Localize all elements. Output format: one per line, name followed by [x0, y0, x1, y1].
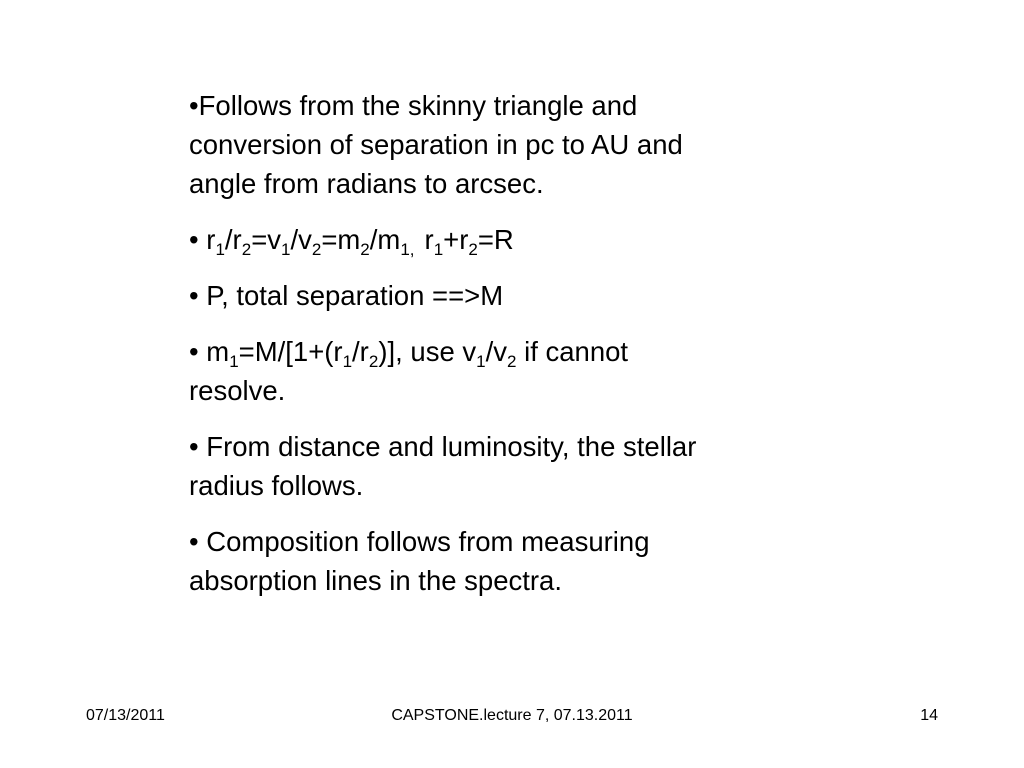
eq-text: =R — [477, 224, 514, 255]
eq-text: • m — [189, 336, 230, 367]
eq-subscript: 1 — [215, 240, 225, 259]
eq-text: )], use v — [378, 336, 477, 367]
eq-subscript: 2 — [368, 352, 379, 371]
eq-text: +r — [443, 224, 469, 255]
eq-text: =v — [251, 224, 281, 255]
footer-date: 07/13/2011 — [86, 707, 165, 724]
bullet-line: • From distance and luminosity, the stellar — [189, 431, 697, 462]
eq-subscript: 1 — [281, 240, 291, 259]
eq-subscript: 1 — [342, 352, 353, 371]
bullet-line: radius follows. — [189, 470, 364, 501]
bullet-line: conversion of separation in pc to AU and — [189, 129, 683, 160]
bullet-line: angle from radians to arcsec. — [189, 168, 544, 199]
bullet-total-separation — [189, 276, 829, 315]
eq-subscript: 2 — [311, 240, 322, 259]
bullet-ratio-equation — [189, 220, 829, 259]
eq-text: /v — [290, 224, 312, 255]
eq-subscript: 1 — [433, 240, 444, 259]
eq-text: r — [424, 224, 434, 255]
slide-number: 14 — [920, 707, 938, 724]
bullet-mass-equation — [189, 332, 829, 410]
eq-subscript: 1, — [400, 240, 415, 259]
bullet-composition — [189, 522, 829, 600]
slide-body — [189, 86, 829, 617]
eq-subscript: 1 — [476, 352, 486, 371]
eq-text: =M/[1+(r — [238, 336, 343, 367]
eq-text: /r — [352, 336, 369, 367]
eq-subscript: 2 — [360, 240, 370, 259]
bullet-line: •Follows from the skinny triangle and — [189, 90, 638, 121]
eq-text: /m — [369, 224, 401, 255]
eq-text: if cannot — [516, 336, 629, 367]
footer-title: CAPSTONE.lecture 7, 07.13.2011 — [391, 707, 633, 724]
eq-subscript: 1 — [229, 352, 239, 371]
bullet-line: • Composition follows from measuring — [189, 526, 650, 557]
eq-text: /r — [224, 224, 242, 255]
bullet-skinny-triangle — [189, 86, 829, 203]
eq-text: =m — [321, 224, 361, 255]
eq-subscript: 2 — [468, 240, 478, 259]
bullet-line: • P, total separation ==>M — [189, 280, 504, 311]
eq-text: /v — [485, 336, 507, 367]
eq-subscript: 2 — [241, 240, 252, 259]
bullet-line: absorption lines in the spectra. — [189, 565, 562, 596]
bullet-line: resolve. — [189, 375, 286, 406]
eq-text: • r — [189, 224, 216, 255]
bullet-stellar-radius — [189, 427, 829, 505]
eq-subscript: 2 — [507, 352, 517, 371]
